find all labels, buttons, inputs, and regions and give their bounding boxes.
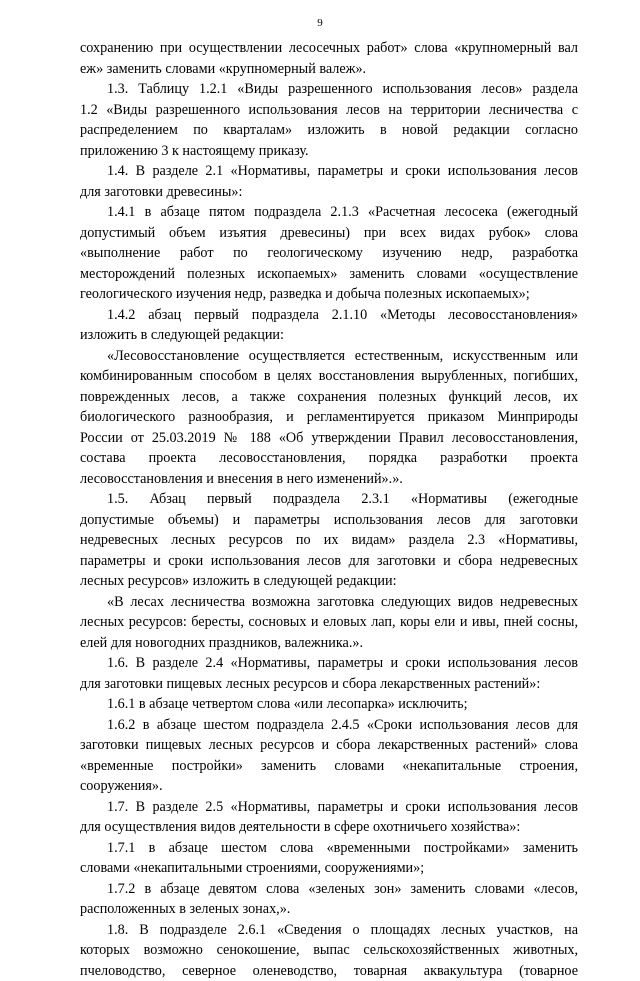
text-line: биологического разнообразия, и регламентируется приказом Минприроды [80, 407, 578, 428]
text-line: 1.6.2 в абзаце шестом подраздела 2.4.5 «Сроки использования лесов для [80, 715, 578, 736]
text-line: расположенных в зеленых зонах,». [80, 899, 578, 920]
text-line: 1.2 «Виды разрешенного использования лесов на территории лесничества с [80, 100, 578, 121]
text-line: 1.7.1 в абзаце шестом слова «временными постройками» заменить [80, 838, 578, 859]
text-line: елей для новогодних праздников, валежника.». [80, 633, 578, 654]
text-line: 1.7. В разделе 2.5 «Нормативы, параметры и сроки использования лесов [80, 797, 578, 818]
text-line: сооружения». [80, 776, 578, 797]
text-line: «В лесах лесничества возможна заготовка следующих видов недревесных [80, 592, 578, 613]
text-line: для заготовки древесины»: [80, 182, 578, 203]
text-line: 1.4.1 в абзаце пятом подраздела 2.1.3 «Расчетная лесосека (ежегодный [80, 202, 578, 223]
text-line: лесных ресурсов: бересты, сосновых и еловых лап, коры ели и ивы, пней сосны, [80, 612, 578, 633]
text-line: приложению 3 к настоящему приказу. [80, 141, 578, 162]
text-line: распределением по кварталам» изложить в новой редакции согласно [80, 120, 578, 141]
text-line: 1.4.2 абзац первый подраздела 2.1.10 «Методы лесовосстановления» [80, 305, 578, 326]
text-line: параметры и сроки использования лесов для заготовки и сбора недревесных [80, 551, 578, 572]
text-line: для осуществления видов деятельности в сфере охотничьего хозяйства»: [80, 817, 578, 838]
text-line: 1.5. Абзац первый подраздела 2.3.1 «Нормативы (ежегодные [80, 489, 578, 510]
text-line: комбинированным способом в целях восстановления вырубленных, погибших, [80, 366, 578, 387]
text-line: месторождений полезных ископаемых» заменить словами «осуществление [80, 264, 578, 285]
text-line: поврежденных лесов, а также сохранения полезных функций лесов, их [80, 387, 578, 408]
page-number: 9 [0, 16, 640, 30]
text-line: состава проекта лесовосстановления, порядка разработки проекта [80, 448, 578, 469]
text-line: которых возможно сенокошение, выпас сельскохозяйственных животных, [80, 940, 578, 961]
text-line: 1.6. В разделе 2.4 «Нормативы, параметры и сроки использования лесов [80, 653, 578, 674]
text-line: «Лесовосстановление осуществляется естественным, искусственным или [80, 346, 578, 367]
text-line: 1.8. В подразделе 2.6.1 «Сведения о площадях лесных участков, на [80, 920, 578, 941]
text-line: «временные постройки» заменить словами «некапитальные строения, [80, 756, 578, 777]
text-line: заготовки пищевых лесных ресурсов и сбора лекарственных растений» слова [80, 735, 578, 756]
text-line: сохранению при осуществлении лесосечных работ» слова «крупномерный вал [80, 38, 578, 59]
text-line: лесовосстановления и внесения в него изменений».». [80, 469, 578, 490]
text-line: недревесных лесных ресурсов по их видам» раздела 2.3 «Нормативы, [80, 530, 578, 551]
text-line: словами «некапитальными строениями, сооружениями»; [80, 858, 578, 879]
text-line: 1.6.1 в абзаце четвертом слова «или лесопарка» исключить; [80, 694, 578, 715]
text-line: изложить в следующей редакции: [80, 325, 578, 346]
text-line: 1.7.2 в абзаце девятом слова «зеленых зон» заменить словами «лесов, [80, 879, 578, 900]
text-line: лесных ресурсов» изложить в следующей редакции: [80, 571, 578, 592]
text-line: допустимый объем изъятия древесины) при всех видах рубок» слова [80, 223, 578, 244]
text-line: геологического изучения недр, разведка и добыча полезных ископаемых»; [80, 284, 578, 305]
text-line: «выполнение работ по геологическому изучению недр, разработка [80, 243, 578, 264]
text-line: пчеловодство, северное оленеводство, товарная аквакультура (товарное [80, 961, 578, 981]
text-line: для заготовки пищевых лесных ресурсов и сбора лекарственных растений»: [80, 674, 578, 695]
text-line: 1.4. В разделе 2.1 «Нормативы, параметры и сроки использования лесов [80, 161, 578, 182]
text-line: 1.3. Таблицу 1.2.1 «Виды разрешенного использования лесов» раздела [80, 79, 578, 100]
text-line: допустимые объемы) и параметры использования лесов для заготовки [80, 510, 578, 531]
document-body [80, 38, 578, 981]
text-line: еж» заменить словами «крупномерный валеж». [80, 59, 578, 80]
text-line: России от 25.03.2019 № 188 «Об утверждении Правил лесовосстановления, [80, 428, 578, 449]
